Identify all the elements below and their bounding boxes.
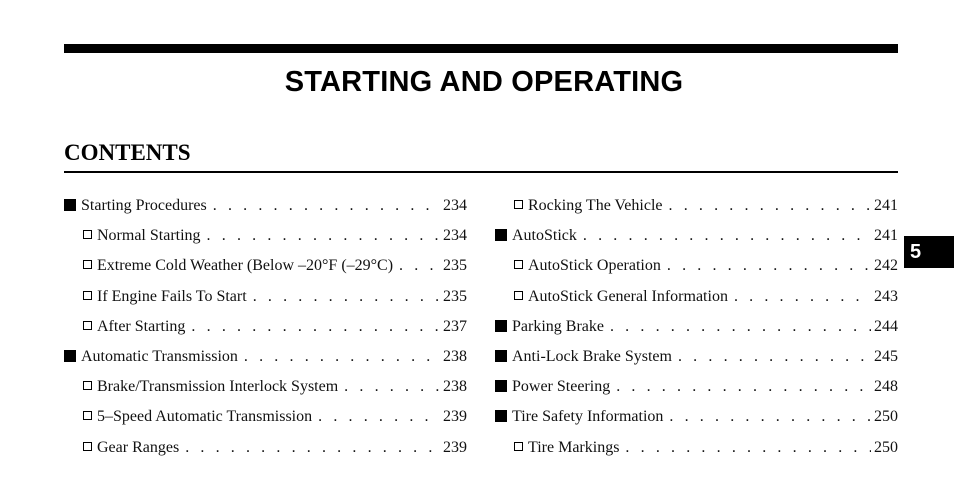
filled-square-bullet-icon [64, 350, 76, 362]
toc-page-number: 245 [874, 347, 898, 365]
hollow-square-bullet-icon [514, 200, 523, 209]
toc-page-number: 250 [874, 408, 898, 426]
toc-entry-autostick-operation[interactable] [495, 251, 898, 281]
dot-leader [734, 282, 871, 312]
dot-leader [625, 433, 871, 463]
toc-page-number: 244 [874, 317, 898, 335]
dot-leader [583, 221, 871, 251]
dot-leader [244, 342, 440, 372]
toc-page-number: 235 [443, 257, 467, 275]
toc-page-number: 241 [874, 197, 898, 214]
toc-entry-label: Power Steering [512, 378, 611, 396]
toc-page-number: 237 [443, 317, 467, 335]
toc-entry-label: Tire Safety Information [512, 408, 664, 426]
toc-entry-if-engine-fails-to-start[interactable] [64, 282, 467, 312]
dot-leader [344, 372, 440, 402]
toc-entry-label: Parking Brake [512, 317, 604, 335]
toc-entry-label: Automatic Transmission [81, 347, 238, 365]
hollow-square-bullet-icon [83, 381, 92, 390]
toc-entry-label: Normal Starting [97, 227, 201, 245]
hollow-square-bullet-icon [83, 230, 92, 239]
hollow-square-bullet-icon [83, 291, 92, 300]
toc-page-number: 235 [443, 287, 467, 305]
dot-leader [399, 251, 440, 281]
dot-leader [669, 191, 872, 221]
toc-page-number: 238 [443, 347, 467, 365]
toc-entry-tire-safety-information[interactable] [495, 402, 898, 432]
toc-entry-normal-starting[interactable] [64, 221, 467, 251]
toc-entry-label: Rocking The Vehicle [528, 197, 663, 214]
dot-leader [191, 312, 440, 342]
dot-leader [185, 433, 440, 463]
hollow-square-bullet-icon [514, 260, 523, 269]
toc-right-column [495, 191, 898, 463]
toc-page-number: 239 [443, 438, 467, 456]
toc-entry-label: Tire Markings [528, 438, 620, 456]
filled-square-bullet-icon [495, 380, 507, 392]
hollow-square-bullet-icon [83, 411, 92, 420]
toc-entry-label: After Starting [97, 317, 186, 335]
toc-page-number: 250 [874, 438, 898, 456]
toc-entry-label: Brake/Transmission Interlock System [97, 378, 339, 396]
toc-entry-label: 5–Speed Automatic Transmission [97, 408, 313, 426]
dot-leader [610, 312, 871, 342]
toc-entry-brake-transmission-interlock[interactable] [64, 372, 467, 402]
dot-leader [616, 372, 871, 402]
top-rule [64, 44, 898, 53]
toc-page-number: 234 [443, 227, 467, 245]
dot-leader [678, 342, 871, 372]
toc-entry-extreme-cold-weather[interactable] [64, 251, 467, 281]
dot-leader [318, 402, 440, 432]
toc-entry-autostick[interactable] [495, 221, 898, 251]
toc-page-number: 242 [874, 257, 898, 275]
filled-square-bullet-icon [64, 199, 76, 211]
toc-entry-label: Extreme Cold Weather (Below –20°F (–29°C) [97, 257, 394, 275]
hollow-square-bullet-icon [514, 442, 523, 451]
toc-entry-5-speed-automatic-transmission[interactable] [64, 402, 467, 432]
filled-square-bullet-icon [495, 350, 507, 362]
filled-square-bullet-icon [495, 320, 507, 332]
filled-square-bullet-icon [495, 410, 507, 422]
toc-entry-tire-markings[interactable] [495, 433, 898, 463]
toc-entry-anti-lock-brake-system[interactable] [495, 342, 898, 372]
toc-entry-label: AutoStick General Information [528, 287, 728, 305]
toc-entry-label: AutoStick Operation [528, 257, 661, 275]
toc-entry-label: AutoStick [512, 227, 577, 245]
toc-page-number: 248 [874, 378, 898, 396]
chapter-number-tab: 5 [904, 236, 954, 268]
hollow-square-bullet-icon [83, 260, 92, 269]
hollow-square-bullet-icon [83, 321, 92, 330]
toc-page-number: 234 [443, 197, 467, 214]
filled-square-bullet-icon [495, 229, 507, 241]
dot-leader [213, 191, 440, 221]
hollow-square-bullet-icon [514, 291, 523, 300]
chapter-title: STARTING AND OPERATING [284, 66, 684, 98]
toc-entry-rocking-the-vehicle[interactable] [495, 191, 898, 221]
dot-leader [667, 251, 871, 281]
toc-entry-starting-procedures[interactable] [64, 191, 467, 221]
toc-entry-parking-brake[interactable] [495, 312, 898, 342]
toc-page-number: 239 [443, 408, 467, 426]
hollow-square-bullet-icon [83, 442, 92, 451]
toc-entry-gear-ranges[interactable] [64, 433, 467, 463]
toc-entry-automatic-transmission[interactable] [64, 342, 467, 372]
contents-rule [64, 171, 898, 173]
toc-page-number: 243 [874, 287, 898, 305]
toc-entry-after-starting[interactable] [64, 312, 467, 342]
toc-left-column [64, 191, 467, 463]
toc-page-number: 241 [874, 227, 898, 245]
toc-entry-label: Gear Ranges [97, 438, 180, 456]
toc-entry-label: If Engine Fails To Start [97, 287, 247, 305]
toc-entry-autostick-general-information[interactable] [495, 282, 898, 312]
dot-leader [669, 402, 871, 432]
toc-entry-label: Starting Procedures [81, 197, 207, 214]
dot-leader [207, 221, 440, 251]
toc-entry-label: Anti-Lock Brake System [512, 347, 672, 365]
dot-leader [253, 282, 440, 312]
toc-page-number: 238 [443, 378, 467, 396]
toc-entry-power-steering[interactable] [495, 372, 898, 402]
contents-heading: CONTENTS [64, 140, 191, 165]
